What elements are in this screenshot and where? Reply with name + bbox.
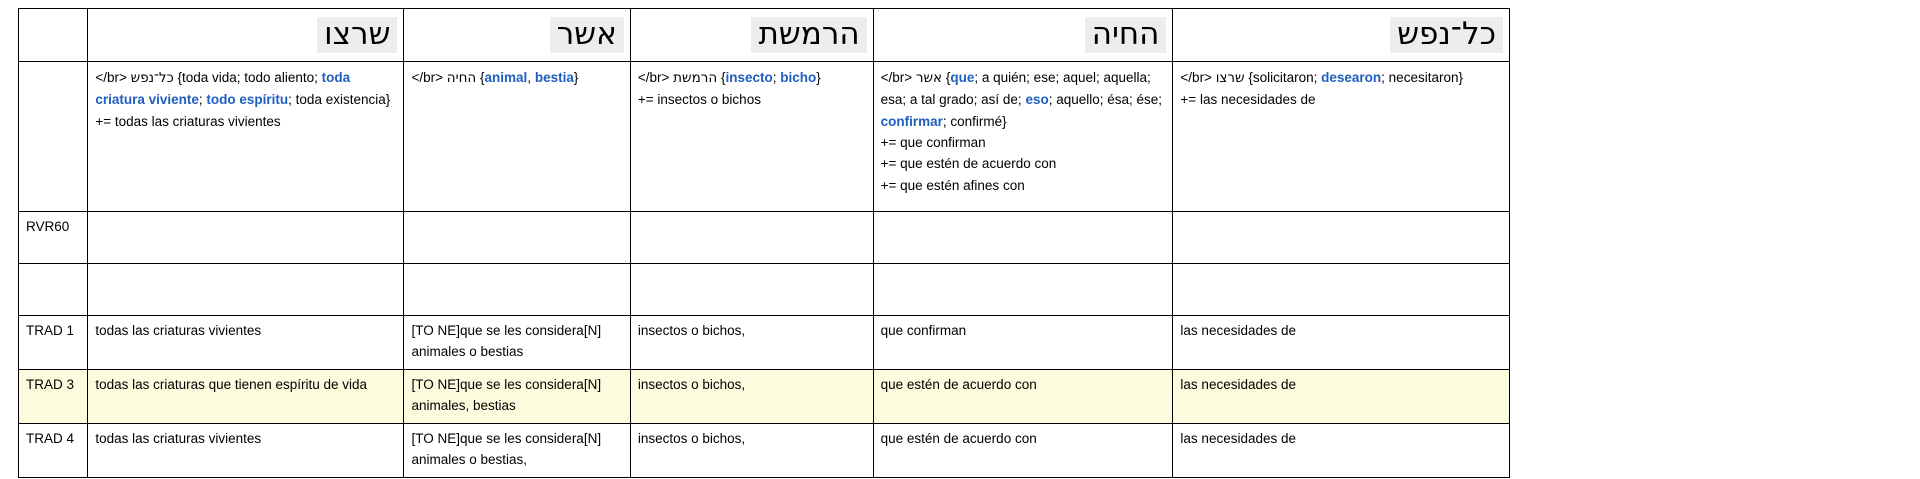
row-label: TRAD 1	[26, 323, 75, 338]
headword-cell-3	[630, 9, 873, 62]
gloss-row	[19, 62, 1510, 212]
translation-cell	[630, 264, 873, 316]
hebrew-headword: כל־נפש	[1390, 17, 1503, 54]
translation-cell	[1173, 212, 1510, 264]
cell-text: todas las criaturas vivientes	[95, 430, 262, 446]
gloss-expansion: += que estén afines con	[880, 177, 1025, 193]
translation-cell	[630, 423, 873, 477]
cell-text: insectos o bichos,	[637, 430, 746, 446]
translation-cell	[630, 316, 873, 370]
headword-cell-5	[1173, 9, 1510, 62]
table-row	[19, 316, 1510, 370]
translation-cell	[873, 264, 1173, 316]
headword-cell-1	[88, 9, 404, 62]
row-label: RVR60	[26, 219, 70, 234]
translation-cell	[88, 264, 404, 316]
headword-cell-4	[873, 9, 1173, 62]
gloss-cell	[873, 62, 1173, 212]
line-break-tag: </br>	[637, 70, 674, 85]
cell-text: insectos o bichos,	[637, 376, 746, 392]
hebrew-term: אשר	[915, 70, 943, 86]
gloss-text: ,	[527, 70, 535, 85]
gloss-definition	[95, 67, 396, 111]
gloss-highlight-term: toda criatura viviente	[95, 70, 351, 108]
gloss-text: }	[816, 70, 821, 85]
hebrew-headword: שרצו	[317, 17, 397, 54]
gloss-text: }	[573, 70, 579, 85]
cell-text: que confirman	[880, 323, 967, 338]
gloss-highlight-term: bestia	[534, 70, 574, 85]
gloss-text: {	[945, 70, 951, 85]
translation-cell	[404, 212, 630, 264]
table-row	[19, 264, 1510, 316]
gloss-text: ;	[772, 70, 781, 85]
gloss-definition	[1180, 67, 1502, 89]
translation-cell	[404, 423, 630, 477]
cell-text: que estén de acuerdo con	[880, 430, 1037, 446]
gloss-highlight-term: que	[950, 70, 975, 85]
gloss-text: ; aquello; ésa; ése;	[1048, 92, 1163, 108]
translation-cell	[873, 212, 1173, 264]
cell-text: [TO NE]que se les considera[N] animales o bestias,	[411, 430, 602, 467]
gloss-highlight-term: eso	[1025, 92, 1049, 108]
hebrew-term: הרמשת	[673, 70, 718, 86]
gloss-expansion: += insectos o bichos	[637, 92, 761, 108]
gloss-cell	[88, 62, 404, 212]
gloss-text: {	[720, 70, 726, 85]
gloss-text: {toda vida; todo aliento;	[177, 70, 322, 85]
gloss-expansion: += todas las criaturas vivientes	[95, 113, 281, 129]
gloss-expansion: += las necesidades de	[1180, 92, 1316, 108]
translation-cell	[1173, 264, 1510, 316]
hebrew-term: כל־נפש	[130, 70, 174, 86]
hebrew-headword: אשר	[550, 17, 624, 54]
gloss-cell	[630, 62, 873, 212]
translation-cell	[404, 264, 630, 316]
translation-cell	[1173, 316, 1510, 370]
gloss-cell	[1173, 62, 1510, 212]
hebrew-headword: הרמשת	[751, 17, 866, 54]
gloss-highlight-term: insecto	[725, 70, 773, 85]
line-break-tag: </br>	[880, 70, 916, 85]
translation-cell	[1173, 423, 1510, 477]
gloss-cell	[404, 62, 630, 212]
gloss-expansion: += que estén de acuerdo con	[880, 156, 1057, 172]
gloss-row-label	[19, 62, 88, 212]
hebrew-term: שרצו	[1215, 70, 1245, 86]
translation-cell	[404, 369, 630, 423]
hebrew-term: החיה	[446, 70, 477, 86]
table-row	[19, 212, 1510, 264]
cell-text: [TO NE]que se les considera[N] animales o bestias	[411, 323, 602, 359]
table-row	[19, 423, 1510, 477]
cell-text: las necesidades de	[1180, 430, 1297, 446]
gloss-text: ; a quién; ese; aquel; aquella; esa; a tal grado; así de;	[880, 70, 1151, 108]
gloss-text: ; confirmé}	[942, 113, 1007, 129]
translation-cell	[88, 212, 404, 264]
row-label-cell	[19, 212, 88, 264]
row-label: TRAD 3	[26, 376, 75, 392]
line-break-tag: </br>	[1180, 70, 1216, 85]
cell-text: [TO NE]que se les considera[N] animales, bestias	[411, 376, 602, 413]
gloss-text: {solicitaron;	[1248, 70, 1322, 85]
cell-text: que estén de acuerdo con	[880, 376, 1037, 392]
translation-cell	[630, 212, 873, 264]
row-label-cell	[19, 264, 88, 316]
translation-cell	[88, 316, 404, 370]
gloss-text: ; necesitaron}	[1381, 70, 1463, 85]
row-label-cell	[19, 369, 88, 423]
cell-text: todas las criaturas que tienen espíritu de vida	[95, 376, 368, 392]
gloss-highlight-term: bicho	[780, 70, 817, 85]
gloss-text: ; toda existencia}	[288, 92, 391, 108]
gloss-definition	[881, 67, 1166, 132]
line-break-tag: </br>	[95, 70, 131, 85]
gloss-expansion: += que confirman	[880, 134, 986, 150]
cell-text: las necesidades de	[1180, 323, 1297, 338]
cell-text: todas las criaturas vivientes	[95, 323, 262, 338]
gloss-text: ;	[198, 92, 207, 108]
gloss-highlight-term: confirmar	[880, 113, 943, 129]
headword-cell-2	[404, 9, 630, 62]
gloss-highlight-term: animal	[484, 70, 528, 85]
gloss-highlight-term: todo espíritu	[206, 92, 289, 108]
translation-cell	[873, 316, 1173, 370]
gloss-definition	[638, 67, 866, 89]
translation-cell	[873, 423, 1173, 477]
row-label-cell	[19, 316, 88, 370]
gloss-highlight-term: desearon	[1321, 70, 1382, 85]
hebrew-headword: החיה	[1085, 17, 1167, 54]
translation-cell	[88, 369, 404, 423]
gloss-definition	[411, 67, 622, 89]
translation-cell	[1173, 369, 1510, 423]
translation-cell	[630, 369, 873, 423]
row-label: TRAD 4	[26, 430, 75, 446]
table-row	[19, 369, 1510, 423]
header-corner-cell	[19, 9, 88, 62]
translation-cell	[88, 423, 404, 477]
cell-text: insectos o bichos,	[637, 323, 746, 338]
translation-cell	[873, 369, 1173, 423]
translation-cell	[404, 316, 630, 370]
cell-text: las necesidades de	[1180, 376, 1297, 392]
table-header-row	[19, 9, 1510, 62]
line-break-tag: </br>	[411, 70, 447, 85]
row-label-cell	[19, 423, 88, 477]
interlinear-table	[18, 8, 1510, 478]
gloss-text: {	[480, 70, 485, 85]
